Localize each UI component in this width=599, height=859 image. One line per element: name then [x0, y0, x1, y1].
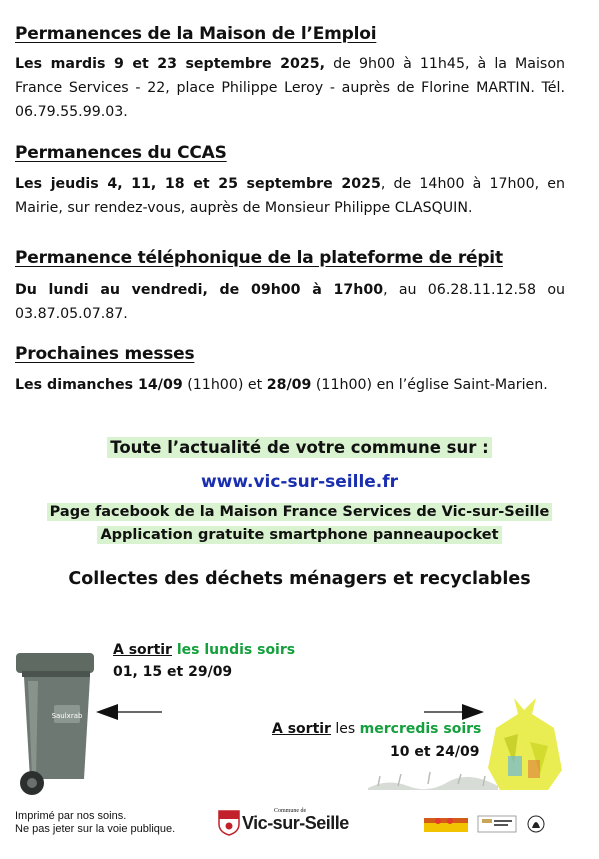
section-title-messes: Prochaines messes — [15, 344, 195, 364]
villes-villages-fleuris-logo — [424, 818, 468, 832]
messes-text-2: (11h00) en l’église Saint-Marien. — [311, 377, 548, 393]
bin-label: Saulxrab — [51, 712, 83, 720]
messes-date-1: Les dimanches 14/09 — [15, 377, 183, 393]
left-dates: 01, 15 et 29/09 — [113, 664, 233, 680]
gray-trash-bin-icon — [14, 651, 100, 797]
section-title-ccas: Permanences du CCAS — [15, 143, 227, 163]
actualite-line — [0, 438, 599, 457]
facebook-line — [0, 504, 599, 520]
right-day: mercredis soirs — [359, 721, 482, 737]
ground-decoration — [368, 760, 498, 790]
paragraph-ccas — [15, 172, 565, 220]
app-text: Application gratuite smartphone panneaupocket — [97, 526, 501, 544]
right-prefix: A sortir — [272, 721, 331, 737]
footer-note — [15, 810, 175, 836]
footer-note-line2: Ne pas jeter sur la voie publique. — [15, 823, 176, 835]
emploi-dates: Les mardis 9 et 23 septembre 2025, — [15, 56, 326, 72]
partner-logos — [424, 812, 554, 834]
website-link[interactable]: www.vic-sur-seille.fr — [200, 472, 399, 492]
messes-date-2: 28/09 — [266, 377, 312, 393]
messes-text-1: (11h00) et — [182, 377, 267, 393]
repit-hours: Du lundi au vendredi, de 09h00 à 17h00 — [15, 282, 384, 298]
repit-phones: , au 06.28.11.12.58 ou 03.87.05.07.87. — [15, 282, 566, 322]
ccas-dates: Les jeudis 4, 11, 18 et 25 septembre 2025 — [15, 176, 381, 192]
left-arrow-icon — [96, 703, 164, 721]
paragraph-emploi — [15, 52, 565, 124]
section-title-repit: Permanence téléphonique de la plateforme de répit — [15, 248, 503, 268]
right-mid: les — [330, 721, 360, 737]
left-prefix: A sortir — [113, 642, 172, 658]
france-services-logo — [478, 816, 516, 832]
commune-name: Vic-sur-Seille — [242, 813, 349, 833]
ccas-details: , de 14h00 à 17h00, en Mairie, sur rendez-vous, auprès de Monsieur Philippe CLASQUIN. — [15, 176, 565, 216]
right-arrow-icon — [422, 703, 484, 721]
paragraph-repit — [15, 278, 565, 326]
paragraph-messes — [15, 373, 565, 397]
commune-small: Commune de — [274, 808, 307, 814]
website-line — [0, 472, 599, 492]
left-schedule — [113, 642, 295, 658]
collectes-title: Collectes des déchets ménagers et recyclables — [68, 569, 531, 589]
commune-logo — [218, 808, 368, 838]
right-schedule — [272, 721, 481, 737]
facebook-text: Page facebook de la Maison France Services de Vic-sur-Seille — [47, 503, 553, 521]
regional-emblem-icon — [528, 816, 544, 832]
footer-note-line1: Imprimé par nos soins. — [15, 810, 127, 822]
section-title-emploi: Permanences de la Maison de l’Emploi — [15, 24, 377, 44]
left-day: les lundis soirs — [176, 642, 296, 658]
emploi-details: de 9h00 à 11h45, à la Maison France Services - 22, place Philippe Leroy - auprès de Florine MARTIN. Tél. 06.79.55.99.03. — [15, 56, 565, 120]
coat-of-arms-icon — [218, 810, 240, 836]
right-dates: 10 et 24/09 — [390, 744, 480, 760]
app-line — [0, 527, 599, 543]
actualite-text: Toute l’actualité de votre commune sur : — [107, 437, 492, 458]
